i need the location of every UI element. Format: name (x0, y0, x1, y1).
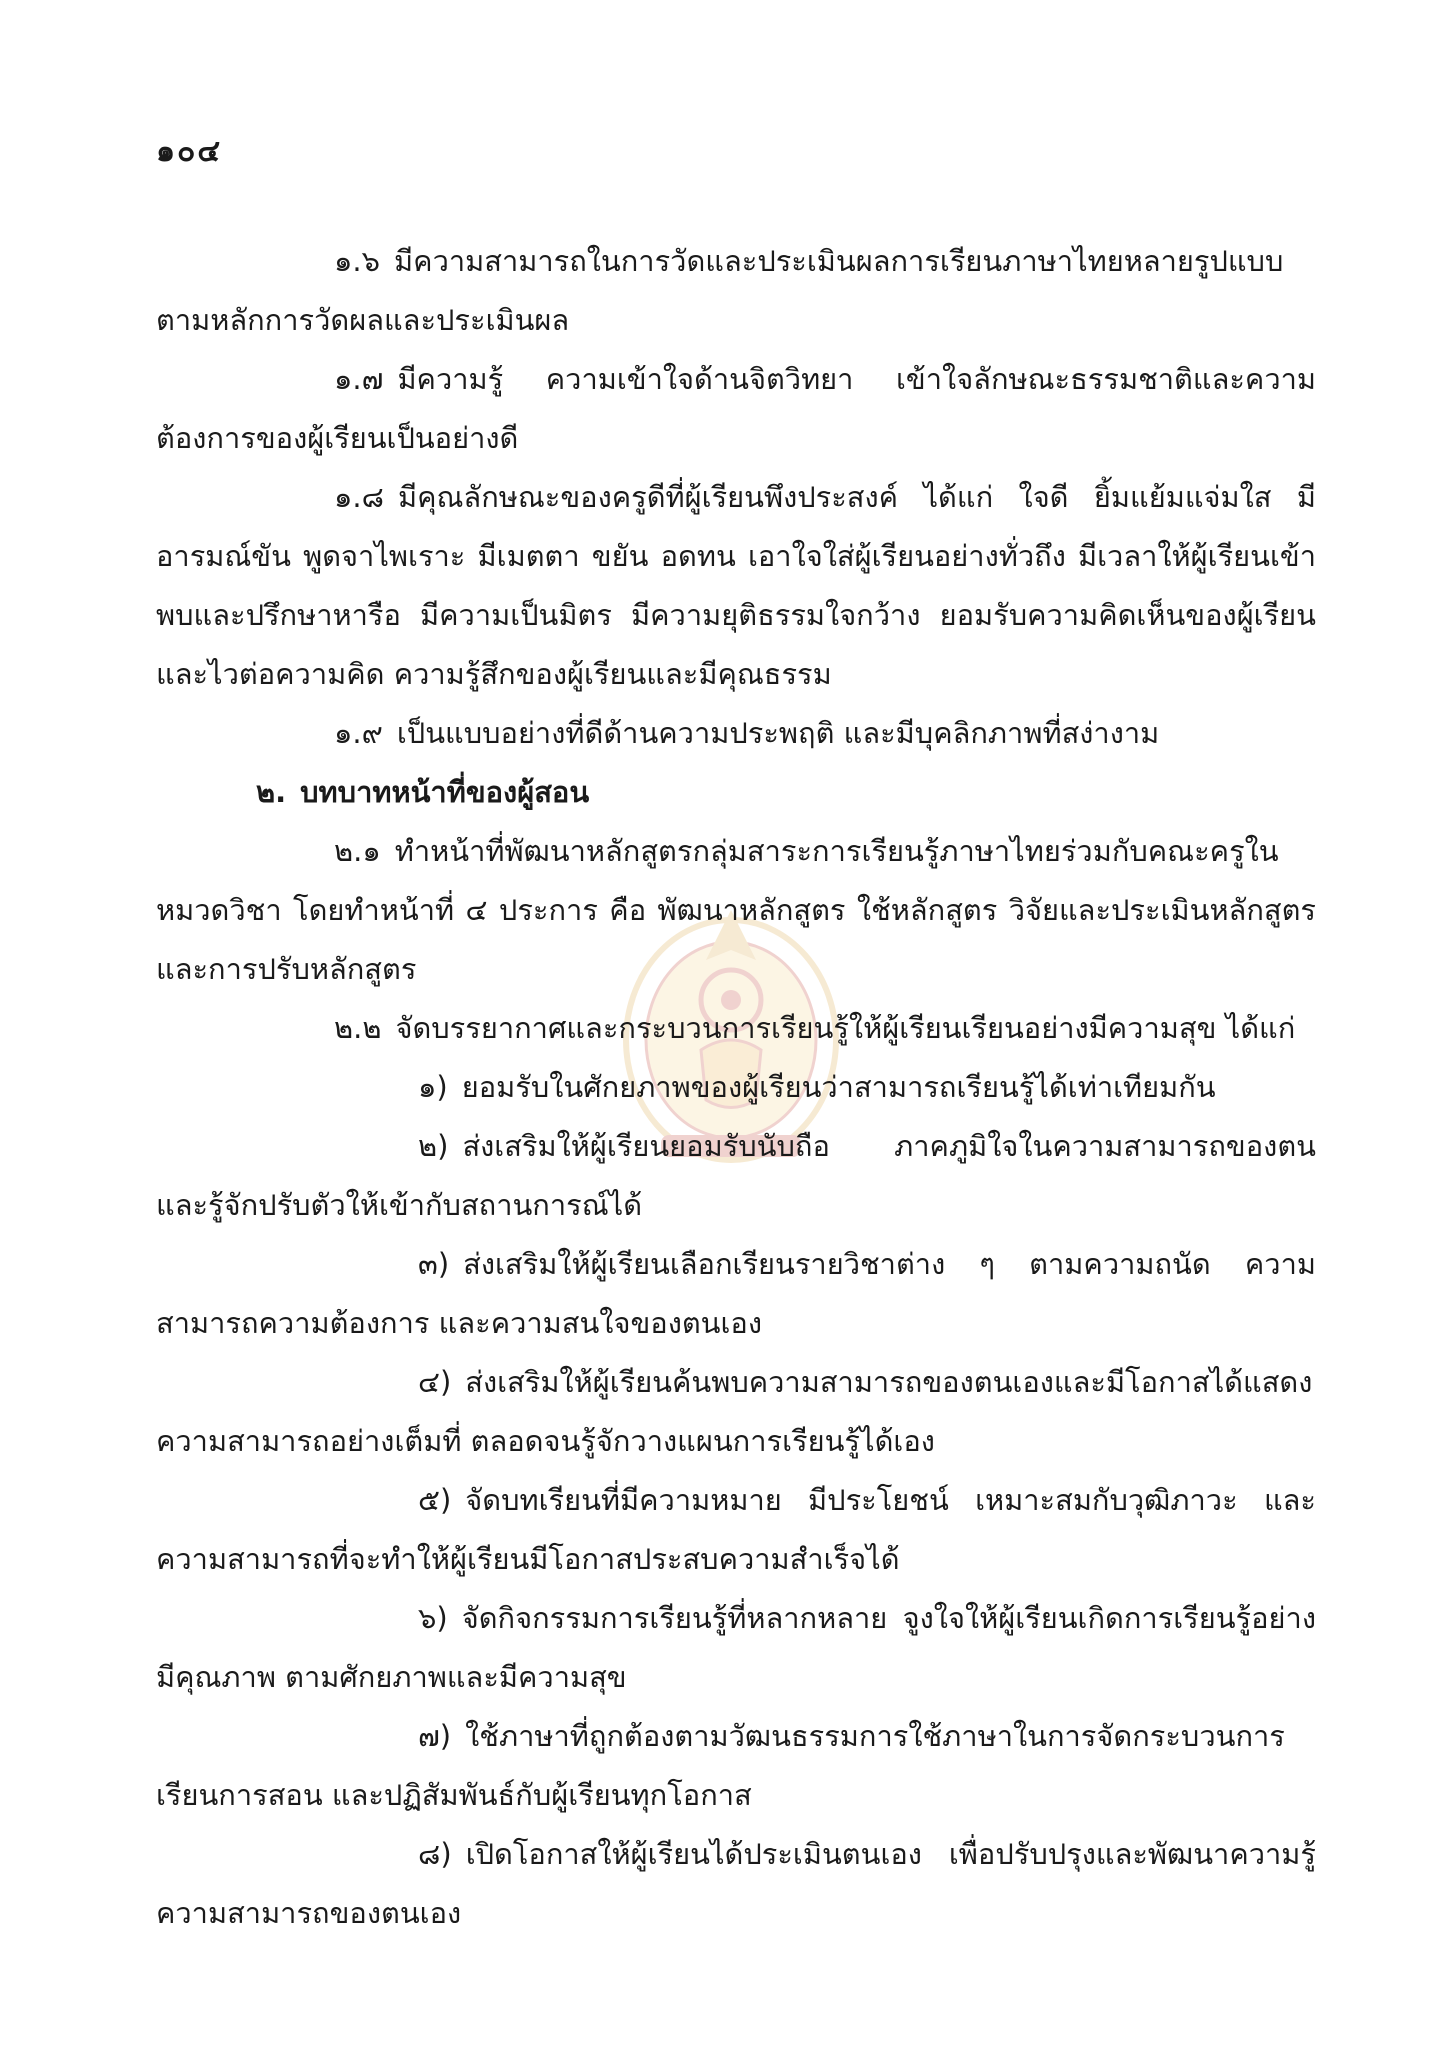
subitem-number: ๒) (418, 1129, 449, 1163)
item-text: เป็นแบบอย่างที่ดีด้านความประพฤติ และมีบุคลิกภาพที่สง่างาม (396, 716, 1160, 750)
item-2-1 (156, 822, 1316, 999)
item-text: จัดบรรยากาศและกระบวนการเรียนรู้ให้ผู้เรียนเรียนอย่างมีความสุข ได้แก่ (395, 1011, 1296, 1045)
subitem-number: ๓) (418, 1247, 450, 1281)
item-1-8 (156, 468, 1316, 704)
item-text: มีคุณลักษณะของครูดีที่ผู้เรียนพึงประสงค์ ได้แก่ ใจดี ยิ้มแย้มแจ่มใส มีอารมณ์ขัน พูดจาไพเราะ มีเมตตา ขยัน อดทน เอาใจใส่ผู้เรียนอย่างทั่วถึง มีเวลาให้ผู้เรียนเข้าพบและปรึกษาหารือ มีความเป็นมิตร มีความยุติธรรมใจกว้าง ยอมรับความคิดเห็นของผู้เรียนและไวต่อความคิด ความรู้สึกของผู้เรียนและมีคุณธรรม (156, 480, 1316, 691)
page-number: ๑๐๔ (156, 134, 223, 169)
item-text: มีความสามารถในการวัดและประเมินผลการเรียนภาษาไทยหลายรูปแบบตามหลักการวัดผลและประเมินผล (156, 244, 1284, 337)
subitem-4 (156, 1353, 1316, 1471)
subitem-number: ๕) (418, 1483, 452, 1517)
subitem-number: ๘) (418, 1837, 452, 1871)
subitem-number: ๗) (418, 1719, 452, 1753)
item-1-6 (156, 232, 1316, 350)
heading-text: บทบาทหน้าที่ของผู้สอน (300, 775, 590, 809)
subitem-number: ๑) (418, 1070, 448, 1104)
subitem-text: ใช้ภาษาที่ถูกต้องตามวัฒนธรรมการใช้ภาษาในการจัดกระบวนการเรียนการสอน และปฏิสัมพันธ์กับผู้เรียนทุกโอกาส (156, 1719, 1285, 1812)
subitem-number: ๖) (418, 1601, 448, 1635)
item-number: ๑.๘ (334, 480, 384, 514)
subitem-3 (156, 1235, 1316, 1353)
subitem-number: ๔) (418, 1365, 452, 1399)
subitem-text: จัดกิจกรรมการเรียนรู้ที่หลากหลาย จูงใจให้ผู้เรียนเกิดการเรียนรู้อย่างมีคุณภาพ ตามศักยภาพและมีความสุข (156, 1601, 1316, 1694)
item-number: ๑.๗ (334, 362, 384, 396)
subitem-5 (156, 1471, 1316, 1589)
subitem-text: ส่งเสริมให้ผู้เรียนค้นพบความสามารถของตนเองและมีโอกาสได้แสดงความสามารถอย่างเต็มที่ ตลอดจนรู้จักวางแผนการเรียนรู้ได้เอง (156, 1365, 1313, 1458)
item-text: มีความรู้ ความเข้าใจด้านจิตวิทยา เข้าใจลักษณะธรรมชาติและความต้องการของผู้เรียนเป็นอย่างดี (156, 362, 1316, 455)
subitem-text: ส่งเสริมให้ผู้เรียนยอมรับนับถือ ภาคภูมิใจในความสามารถของตน และรู้จักปรับตัวให้เข้ากับสถานการณ์ได้ (156, 1129, 1316, 1222)
item-number: ๑.๙ (334, 716, 383, 750)
subitem-8 (156, 1825, 1316, 1943)
item-number: ๑.๖ (334, 244, 381, 278)
subitem-text: จัดบทเรียนที่มีความหมาย มีประโยชน์ เหมาะสมกับวุฒิภาวะ และความสามารถที่จะทำให้ผู้เรียนมีโอกาสประสบความสำเร็จได้ (156, 1483, 1316, 1576)
subitem-7 (156, 1707, 1316, 1825)
subitem-1 (156, 1058, 1316, 1117)
item-2-2 (156, 999, 1316, 1058)
heading-number: ๒. (256, 775, 287, 809)
item-number: ๒.๑ (334, 834, 381, 868)
item-1-7 (156, 350, 1316, 468)
item-number: ๒.๒ (334, 1011, 382, 1045)
subitem-text: ส่งเสริมให้ผู้เรียนเลือกเรียนรายวิชาต่าง ๆ ตามความถนัด ความสามารถความต้องการ และความสนใจของตนเอง (156, 1247, 1316, 1340)
subitem-text: ยอมรับในศักยภาพของผู้เรียนว่าสามารถเรียนรู้ได้เท่าเทียมกัน (461, 1070, 1216, 1104)
item-text: ทำหน้าที่พัฒนาหลักสูตรกลุ่มสาระการเรียนรู้ภาษาไทยร่วมกับคณะครูในหมวดวิชา โดยทำหน้าที่ ๔ ประการ คือ พัฒนาหลักสูตร ใช้หลักสูตร วิจัยและประเมินหลักสูตรและการปรับหลักสูตร (156, 834, 1316, 986)
item-1-9 (156, 704, 1316, 763)
subitem-2 (156, 1117, 1316, 1235)
subitem-6 (156, 1589, 1316, 1707)
subitem-text: เปิดโอกาสให้ผู้เรียนได้ประเมินตนเอง เพื่อปรับปรุงและพัฒนาความรู้ความสามารถของตนเอง (156, 1837, 1316, 1930)
section-2-heading (156, 763, 1316, 822)
document-body (156, 232, 1316, 1943)
